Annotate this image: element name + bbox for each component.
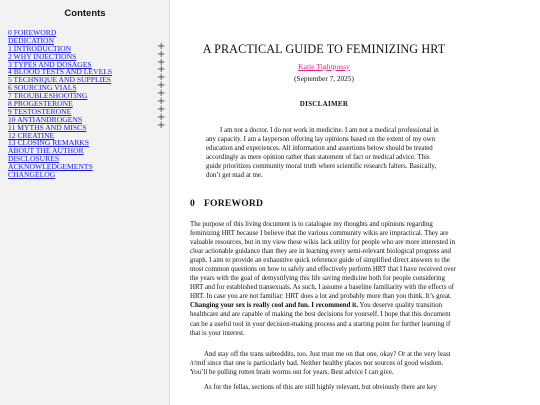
toc-link[interactable]: 8 PROGESTERONE <box>8 99 73 109</box>
toc-link[interactable]: 6 SOURCING VIALS <box>8 83 77 93</box>
expand-plus-icon[interactable]: + <box>157 48 166 60</box>
bold-statement: Changing your sex is really cool and fun. I recommend it. <box>190 302 359 310</box>
expand-plus-icon[interactable]: + <box>157 64 166 76</box>
toc-link[interactable]: 7 TROUBLESHOOTING <box>8 91 88 101</box>
disclaimer-heading: DISCLAIMER <box>299 100 349 108</box>
author-link[interactable]: Katie Tightpussy <box>298 62 350 71</box>
expand-plus-icon[interactable]: + <box>157 80 166 92</box>
toc-link[interactable]: DISCLOSURES <box>8 154 60 164</box>
section-heading-foreword <box>190 198 263 209</box>
expand-plus-icon[interactable]: + <box>157 103 166 115</box>
disclaimer-text: I am not a doctor. I do not work in medicine. I am not a medical professional in any capacity. I am a layperson offering lay opinions based on the extent of my own education and experiences. All information and assertions below should be treated accordingly as mere opinion rather than statement of fact or medical advice. This guide prioritizes community moral truth where scientific research falters. Basically, don’t get mad at me. <box>206 127 439 180</box>
toc-link[interactable]: 3 TYPES AND DOSAGES <box>8 59 92 69</box>
expand-plus-icon[interactable]: + <box>157 56 166 68</box>
toc-link[interactable]: 4 BLOOD TESTS AND LEVELS <box>8 67 113 77</box>
page-margin <box>470 0 540 405</box>
toc-item <box>8 145 168 156</box>
toc-link[interactable]: 0 FOREWORD <box>8 28 57 37</box>
table-of-contents-sidebar <box>0 0 170 405</box>
toc-title: Contents <box>64 8 106 19</box>
expand-plus-icon[interactable]: + <box>157 72 166 84</box>
document-title: A PRACTICAL GUIDE TO FEMINIZING HRT <box>202 42 446 56</box>
expand-plus-icon[interactable]: + <box>157 96 166 108</box>
toc-link[interactable]: 11 MYTHS AND MISCS <box>8 122 87 132</box>
toc-link[interactable]: 9 TESTOSTERONE <box>8 106 72 116</box>
toc-item <box>8 27 168 35</box>
toc-item <box>8 130 168 138</box>
expand-plus-icon[interactable]: + <box>157 119 166 131</box>
toc-link[interactable]: CHANGELOG <box>8 170 56 180</box>
toc-link[interactable]: 5 TECHNIQUE AND SUPPLIES <box>8 75 112 85</box>
section-title: FOREWORD <box>204 198 264 209</box>
foreword-paragraph-1 <box>190 220 458 338</box>
foreword-paragraph-3: As for the fellas, sections of this are still highly relevant, but obviously there are key <box>204 384 437 391</box>
toc-link[interactable]: DEDICATION <box>8 35 54 45</box>
toc-list <box>8 27 168 180</box>
document-content <box>188 0 460 405</box>
toc-link[interactable]: 2 WHY INJECTIONS <box>8 51 77 61</box>
toc-item <box>8 153 168 164</box>
toc-link[interactable]: 13 CLOSING REMARKS <box>8 138 90 148</box>
toc-item <box>8 35 168 43</box>
toc-link[interactable]: ACKNOWLEDGEMENTS <box>8 162 93 172</box>
toc-link[interactable]: ABOUT THE AUTHOR <box>8 146 84 156</box>
toc-link[interactable]: 1 INTRODUCTION <box>8 43 72 53</box>
toc-item <box>8 137 168 148</box>
toc-link[interactable]: 12 CREATINE <box>8 130 55 140</box>
toc-link[interactable]: 10 ANTIANDROGENS <box>8 114 83 124</box>
document-date: (September 7, 2025) <box>294 74 354 83</box>
toc-item <box>8 161 168 172</box>
paragraph-text: You deserve quality transition healthcare and are capable of making the best decisions for yourself. I hope that this document can be a useful tool in your decision-making process and a starting point for further learning if that is your interest. <box>190 302 451 337</box>
toc-item <box>8 169 168 180</box>
expand-plus-icon[interactable]: + <box>157 40 166 52</box>
paragraph-text: The purpose of this living document is to catalogue my thoughts and opinions regarding feminizing HRT because I believe that the various community wikis are impractical. They are valuable resources, but in my view these wikis lack utility for people who are more interested in clear actionable guidance than they are in learning every semi-relevant biological progress and graph. I aim to provide an exhaustive quick reference guide of simplified direct answers to the most common questions on how to safely and effectively perform HRT that I have received over the years with the goal of demystifying this life saving medicine both for people considering HRT and for established transexuals. As such, I assume a baseline familiarity with the effects of HRT. In case you are not familiar: HRT does a lot and probably more than you think. It’s great. <box>190 221 456 301</box>
expand-plus-icon[interactable]: + <box>157 88 166 100</box>
expand-plus-icon[interactable]: + <box>157 111 166 123</box>
section-number: 0 <box>190 198 195 209</box>
foreword-paragraph-2: And stay off the trans subreddits, too. Just trust me on that one, okay? Or at the very least /r/mtf since that one is particularly bad. Neither healthy places nor sources of good wisdom. You’ll be pulling rotten brain worms out for years. Best advice I can give. <box>190 351 451 377</box>
